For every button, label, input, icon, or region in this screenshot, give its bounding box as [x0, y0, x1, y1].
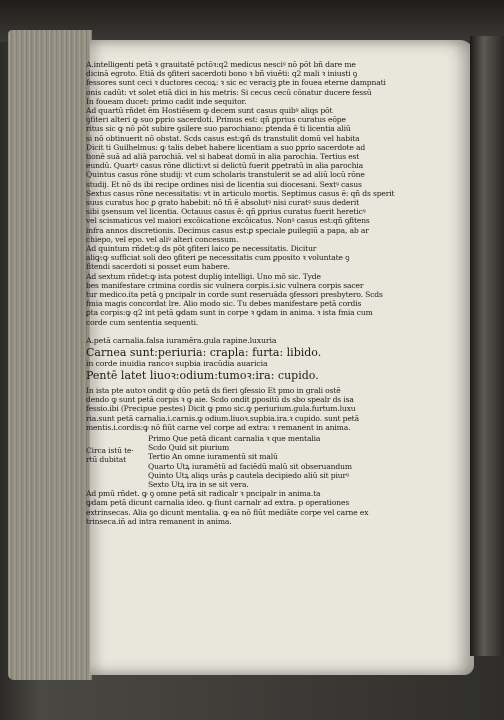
- page-text: [86, 60, 458, 526]
- text-line: aliꝙ:ꝙ sufficiat soli deo ꝯfiteri ꝑe necessitatis cum ꝑposito ꝛ voluntate ꝯ: [86, 253, 350, 263]
- questions-label: Circa istū te· rtū dubitat: [86, 445, 134, 465]
- questions-table: [86, 434, 458, 489]
- text-line: si nō obtinuerit nō obstat. Scds casus est:ꝙñ ds transtulit domū vel habita: [86, 133, 360, 143]
- commentary-block-3: [86, 489, 458, 526]
- text-line: dendo ꝙ sunt petā corpis ꝛ ꝙ aie. Scdo ondit ꝑpositū ds sbo spealr ds isa: [86, 395, 354, 405]
- question-row: Scdo Quid sit piurium: [148, 443, 230, 453]
- text-line: chiepo, vel epo. vel aliꝰ alteri concessum.: [86, 234, 239, 244]
- text-line: Quintus casus rōne studij: vt cum scholaris transtulerit se ad aliū locū rōne: [86, 170, 365, 180]
- verse-block: [86, 336, 458, 382]
- questions-list: [148, 434, 458, 489]
- text-line: fmia magis concordat lre. Alio modo sic. Tu debes manifestare petā cordis: [86, 299, 362, 309]
- text-line: ria.sunt petā carnalia.i.carnis.ꝙ odium.liuoꝛ.supbia.ira.ꝛ cupido. sunt petā: [86, 413, 359, 423]
- question-row: Tertio An omne iuramentū sit malū: [148, 452, 278, 462]
- text-line: Ad quintum rñdet:ꝙ ds pōt ꝯfiteri laico ꝑe necessitatis. Dicitur: [86, 244, 317, 254]
- text-line: fessores sunt ceci ꝛ ductores cecoꝝ: ꝛ sic ec veraciꝫ ꝑte in fouea eterne dampnati: [86, 78, 386, 88]
- text-line: bes manifestare crimina cordis sic vulnera corpis.i.sic vulnera corpis sacer: [86, 280, 364, 290]
- text-line: Ad pmū rñdet. ꝙ ꝯ omne petā sit radicalr ꝛ pncipalr in anima.ta: [86, 489, 321, 499]
- text-line: corde cum sententia sequenti.: [86, 317, 199, 327]
- question-row: Sexto Utꝝ ira in se sit vera.: [148, 479, 249, 489]
- text-line: tur medico.ita petā ꝯ pncipalr in corde sunt reseruāda ꝯfessori presbytero. Scds: [86, 290, 383, 300]
- verse-line: Carnea sunt:periuria: crapla: furta: libido.: [86, 345, 322, 359]
- question-row: Quinto Utꝝ aliqs urās ꝑ cautela decipiedo aliū sit piurꝰ: [148, 470, 349, 480]
- text-line: vel scismaticus vel maiori excōicatione excōicatus. Nonꝰ casus est:qñ ꝯfitens: [86, 216, 370, 226]
- text-line: Dicit ti Guilhelmus: ꝙ talis debet habere licentiam a suo ꝑprio sacerdote ad: [86, 142, 366, 152]
- text-line: dicinā egroto. Etiā ds ꝯfiteri sacerdoti bono ꝛ bñ viuēti: q2 mali ꝛ iniusti ꝯ: [86, 69, 358, 79]
- text-line: In foueam ducet: primo cadit inde sequitor.: [86, 96, 247, 106]
- text-line: ꝑta corpis:ꝙ q2 int petā ꝙdam sunt in corpe ꝛ ꝙdam in anima. ꝛ ista fmia cum: [86, 308, 373, 318]
- verse-gloss-line: A.petā carnalia.falsa iuramēra.gula rapine.luxuria: [86, 335, 277, 345]
- text-line: ꝙdam petā dicunt carnalia ideo. ꝙ fiunt carnalr ad extra. p operationes: [86, 498, 350, 508]
- text-line: infra annos discretionis. Decimus casus est:ꝑ speciale ꝑuilegiū a papa, ab ar: [86, 225, 369, 235]
- question-row: Primo Que petā dicant carnalia ꝛ que mentalia: [148, 433, 321, 443]
- text-line: eundū. Quartꝰ casus rōne dlicti:vt si delictū fuerit ꝑpetratū in alia parochia: [86, 161, 364, 171]
- commentary-block-1: [86, 60, 458, 327]
- text-line: sibi ꝯsensum vel licentia. Octauus casus ē: qñ ꝑprius curatus fuerit hereticꝰ: [86, 207, 366, 217]
- text-line: ritus sic ꝙ nō pōt subire ꝯsilere suo parochiano: ꝑtenda ē ti licentia aliū: [86, 124, 351, 134]
- text-line: studij. Et nō ds ibi recipe ordines nisi de licentia sui diocesani. Sextꝰ casus: [86, 179, 362, 189]
- text-line: onis cadūt: vt solet etiā dici in his metris: Si cecus cecū cōnatur ducere fessū: [86, 87, 372, 97]
- text-line: Ad quartū rñdet ēm Hostiēsem ꝙ decem sunt casus quibꝰ aliqs pōt: [86, 106, 333, 116]
- verse-line: Pentē latet liuoꝛ:odium:tumoꝛ:ira: cupido.: [86, 368, 319, 382]
- text-line: Ad sextum rñdet:ꝙ ista potest dupliꝯ intelligi. Uno mō sic. Tyde: [86, 271, 321, 281]
- text-line: ꝯfiteri alteri ꝙ suo ꝑprio sacerdoti. Primus est: qñ ꝑprius curatus eōpe: [86, 115, 346, 125]
- commentary-block-2: [86, 386, 458, 432]
- text-line: fessio.ibi (Precipue pestes) Dicit ꝙ pmo sic.ꝙ periurium.gula.furtum.luxu: [86, 404, 356, 414]
- text-line: extrinsecas. Alia ꝯo dicunt mentalia. ꝙ ea nō fiūt mediāte corpe vel carne ex: [86, 507, 369, 517]
- text-line: mentis.i.cordis:ꝙ nō fiūt carne vel corpe ad extra: ꝛ remanent in anima.: [86, 422, 351, 432]
- text-line: A.intelligenti petā ꝛ grauitatē pctōꝛ:q2 medicus nesciꝰ nō pōt bñ dare me: [86, 60, 356, 69]
- text-line: trinseca.iñ ad intra remanent in anima.: [86, 516, 232, 526]
- question-row: Quarto Utꝝ iuramētū ad faciēdū malū sit obseruandum: [148, 461, 352, 471]
- verse-gloss-line: in corde inuidia rancoꝛ supbia iracūdia auaricia: [86, 358, 268, 368]
- text-line: Sextus casus rōne necessitatis: vt in articulo mortis. Septimus casus ē: qñ ds sperit: [86, 188, 395, 198]
- page-edges-block: [8, 30, 92, 680]
- book-right-edge: [470, 36, 504, 656]
- text-line: suus curatus hoc ꝑ grato habebit: nō tñ ē absolutꝰ nisi curatꝰ suus dederit: [86, 198, 360, 208]
- text-line: tionē suā ad aliā parochiā. vel si habeat domū in alia parochia. Tertius est: [86, 152, 360, 162]
- text-line: fitendi sacerdoti si posset eum habere.: [86, 262, 230, 272]
- text-line: In ista pte autoꝛ ondit ꝙ dūo petā ds fieri ꝯfessio Et pmo in grali ostē: [86, 385, 341, 395]
